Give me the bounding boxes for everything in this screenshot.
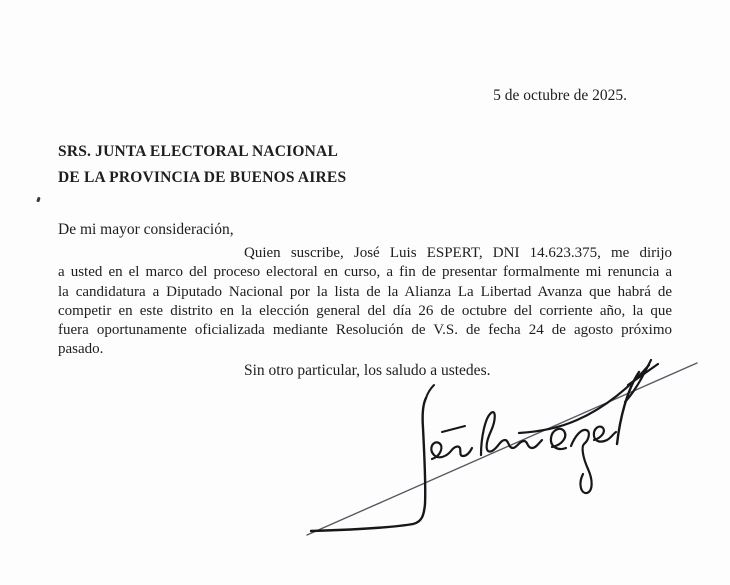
scan-artifact-speck — [36, 197, 40, 203]
salutation: De mi mayor consideración, — [58, 221, 234, 238]
body-paragraph — [58, 244, 672, 360]
handwritten-signature — [295, 352, 715, 552]
letter-date: 5 de octubre de 2025. — [493, 87, 627, 104]
closing-line: Sin otro particular, los saludo a ustedes. — [244, 362, 491, 379]
addressee-line-2: DE LA PROVINCIA DE BUENOS AIRES — [58, 169, 347, 186]
addressee-block — [58, 139, 346, 191]
body-line: fuera oportunamente oficializada mediante Resolución de V.S. de fecha 24 de agosto próximo — [58, 322, 672, 339]
body-line: la candidatura a Diputado Nacional por la lista de la Alianza La Libertad Avanza que habrá de — [58, 283, 672, 300]
body-line: a usted en el marco del proceso electoral en curso, a fin de presentar formalmente mi renuncia a — [58, 264, 672, 281]
body-line: competir en este distrito en la elección general del día 26 de octubre del corriente año, la que — [58, 302, 672, 319]
body-line: Quien suscribe, José Luis ESPERT, DNI 14.623.375, me dirijo — [244, 245, 672, 261]
signature-strokes — [311, 360, 658, 531]
signature-underline-diagonal — [307, 363, 697, 535]
body-line: pasado. — [58, 341, 104, 358]
addressee-line-1: SRS. JUNTA ELECTORAL NACIONAL — [58, 143, 338, 160]
